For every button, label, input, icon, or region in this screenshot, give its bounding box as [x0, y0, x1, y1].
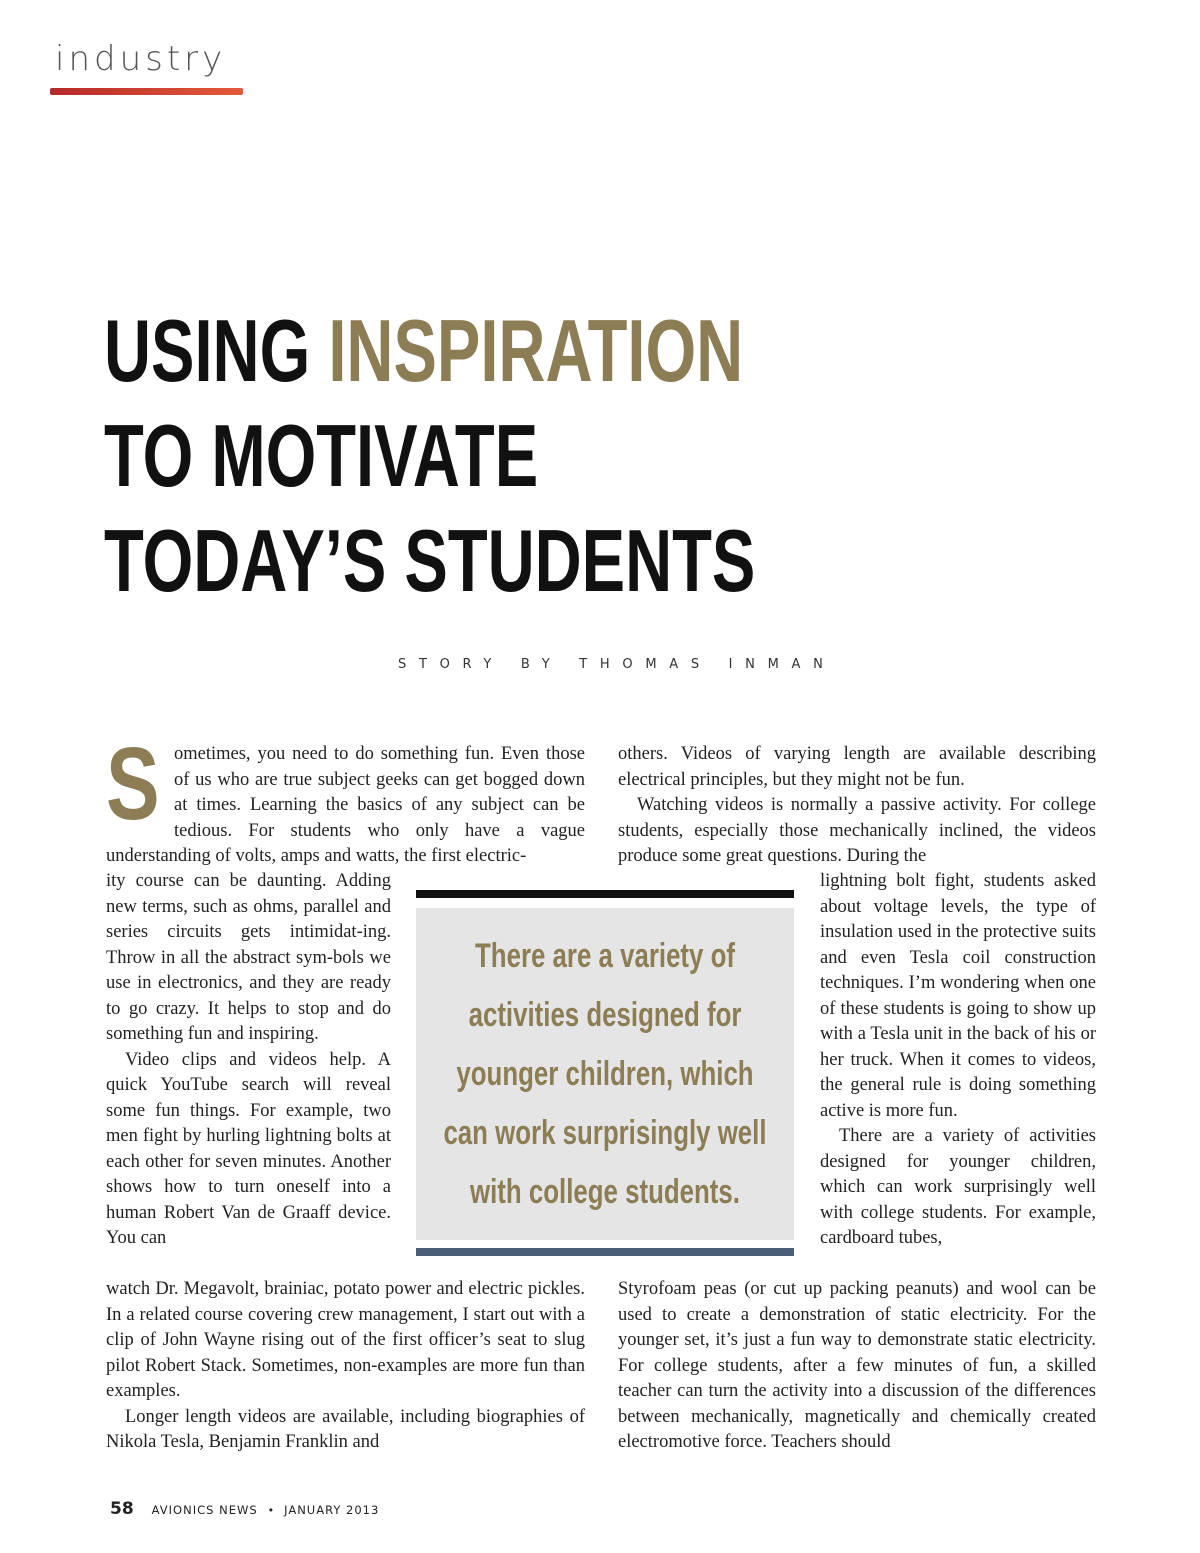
- left-column-top: [106, 726, 585, 870]
- lead-paragraph-text: ometimes, you need to do something fun. Even those of us who are true subject geeks can get bogged down at times. Learning the basics of any subject can be tedious. For students who only have a vague understanding of volts, amps and watts, the first electric-: [106, 744, 585, 866]
- byline: STORY BY THOMAS INMAN: [398, 657, 836, 672]
- publication-name: AVIONICS NEWS: [151, 1503, 258, 1517]
- others-paragraph: others. Videos of varying length are available describing electrical principles, but they might not be fun.: [618, 744, 1096, 790]
- lead-paragraph-continued: ity course can be daunting. Adding new terms, such as ohms, parallel and series circuits gets intimidat-ing. Throw in all the abstract sym-bols we use in electronics, and they are ready to go crazy. It helps to stop and do something fun and inspiring.: [106, 871, 391, 1044]
- headline-line-3: TODAY’S STUDENTS: [104, 511, 756, 610]
- pull-quote-top-rule: [416, 890, 794, 898]
- video-paragraph-end: watch Dr. Megavolt, brainiac, potato power and electric pickles. In a related course covering crew management, I start out with a clip of John Wayne rising out of the first officer’s seat to slug pilot Robert Stack. Sometimes, non-examples are more fun than examples.: [106, 1279, 585, 1401]
- left-column-bottom: [106, 1277, 585, 1456]
- headline-word-using: USING: [104, 301, 329, 400]
- activities-paragraph-end: Styrofoam peas (or cut up packing peanuts) and wool can be used to create a demonstration of static electricity. For the younger set, it’s just a fun way to demonstrate static electricity. For college students, after a few minutes of fun, a skilled teacher can turn the activity into a discussion of the differences between mechanically, magnetically and chemically created electromotive force. Teachers should: [618, 1279, 1096, 1452]
- drop-cap: S: [106, 726, 160, 841]
- issue-date: JANUARY 2013: [284, 1503, 380, 1517]
- article-headline: [104, 298, 755, 613]
- right-column-top: [618, 742, 1096, 870]
- activities-paragraph-start: There are a variety of activities designed for younger children, which can work surprisingly well with college students. For example, cardboard tubes,: [820, 1126, 1096, 1248]
- longer-videos-paragraph: Longer length videos are available, including biographies of Nikola Tesla, Benjamin Franklin and: [106, 1406, 585, 1452]
- pull-quote-box: [416, 908, 794, 1240]
- pull-quote-text: There are a variety of activities designed for younger children, which can work surprisingly well with college students.: [443, 936, 767, 1211]
- pull-quote-bottom-rule: [416, 1248, 794, 1256]
- headline-accent-word: INSPIRATION: [328, 301, 744, 400]
- watching-videos-paragraph: Watching videos is normally a passive activity. For college students, especially those mechanically inclined, the videos produce some great questions. During the: [618, 795, 1096, 866]
- section-label: industry: [55, 39, 227, 79]
- headline-line-1: [104, 298, 755, 403]
- headline-line-2: TO MOTIVATE: [104, 406, 539, 505]
- page-footer: [110, 1499, 379, 1519]
- video-paragraph-start: Video clips and videos help. A quick YouTube search will reveal some fun things. For example, two men fight by hurling lightning bolts at each other for seven minutes. Another shows how to turn oneself into a human Robert Van de Graaff device. You can: [106, 1049, 391, 1248]
- lightning-paragraph: lightning bolt fight, students asked about voltage levels, the type of insulation used in the protective suits and even Tesla coil construction techniques. I’m wondering when one of these students is going to show up with a Tesla unit in the back of his or her truck. When it comes to videos, the general rule is doing something active is more fun.: [820, 871, 1096, 1121]
- page-number: 58: [110, 1499, 134, 1519]
- section-rule: [50, 88, 243, 95]
- left-column-middle: [106, 869, 391, 1252]
- lead-paragraph-top: [106, 726, 585, 870]
- right-column-bottom: [618, 1277, 1096, 1456]
- footer-separator: •: [267, 1504, 275, 1517]
- right-column-middle: [820, 869, 1096, 1252]
